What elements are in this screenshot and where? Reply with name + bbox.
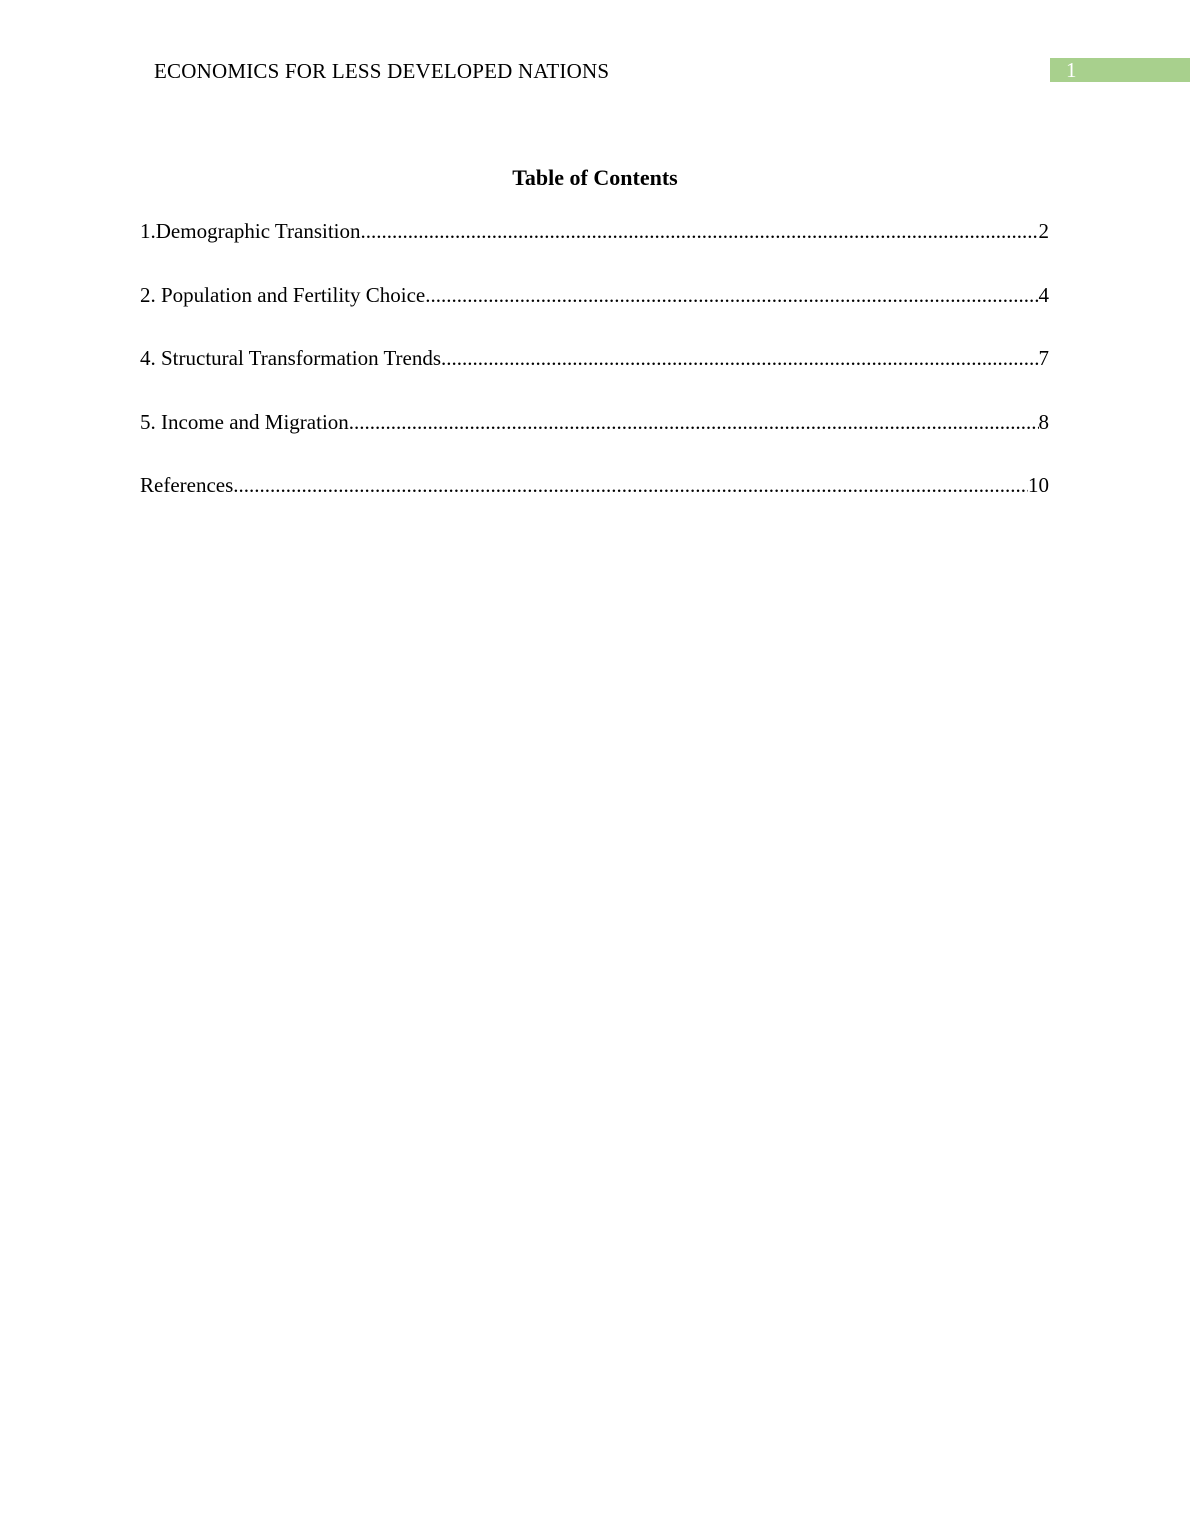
toc-dot-leader [425,281,1038,309]
toc-entry-page: 7 [1038,346,1049,370]
toc-entry-page: 10 [1028,473,1049,497]
toc-entry-label: 1.Demographic Transition [140,219,361,243]
running-head: ECONOMICS FOR LESS DEVELOPED NATIONS [154,59,610,83]
toc-entry-demographic-transition[interactable] [140,217,1049,281]
toc-entry-page: 8 [1038,409,1049,434]
toc-entry-label: 4. Structural Transformation Trends [140,346,442,370]
toc-dot-leader [361,217,1039,245]
toc-entry-label: References [140,473,234,497]
page-number-box [1050,58,1190,82]
toc-dot-leader [233,471,1028,499]
toc-entry-page: 2 [1038,219,1049,243]
toc-dot-leader [349,408,1039,436]
toc-entry-label: 5. Income and Migration [140,409,349,434]
page-number: 1 [1066,58,1077,82]
toc-entry-population-fertility[interactable] [140,281,1049,345]
table-of-contents [140,217,1049,535]
toc-entry-income-migration[interactable] [140,408,1049,472]
toc-dot-leader [441,344,1038,372]
toc-entry-page: 4 [1038,282,1049,307]
toc-title: Table of Contents [512,165,678,190]
toc-entry-structural-transformation[interactable] [140,344,1049,408]
toc-entry-references[interactable] [140,471,1049,535]
toc-entry-label: 2. Population and Fertility Choice [140,282,426,307]
